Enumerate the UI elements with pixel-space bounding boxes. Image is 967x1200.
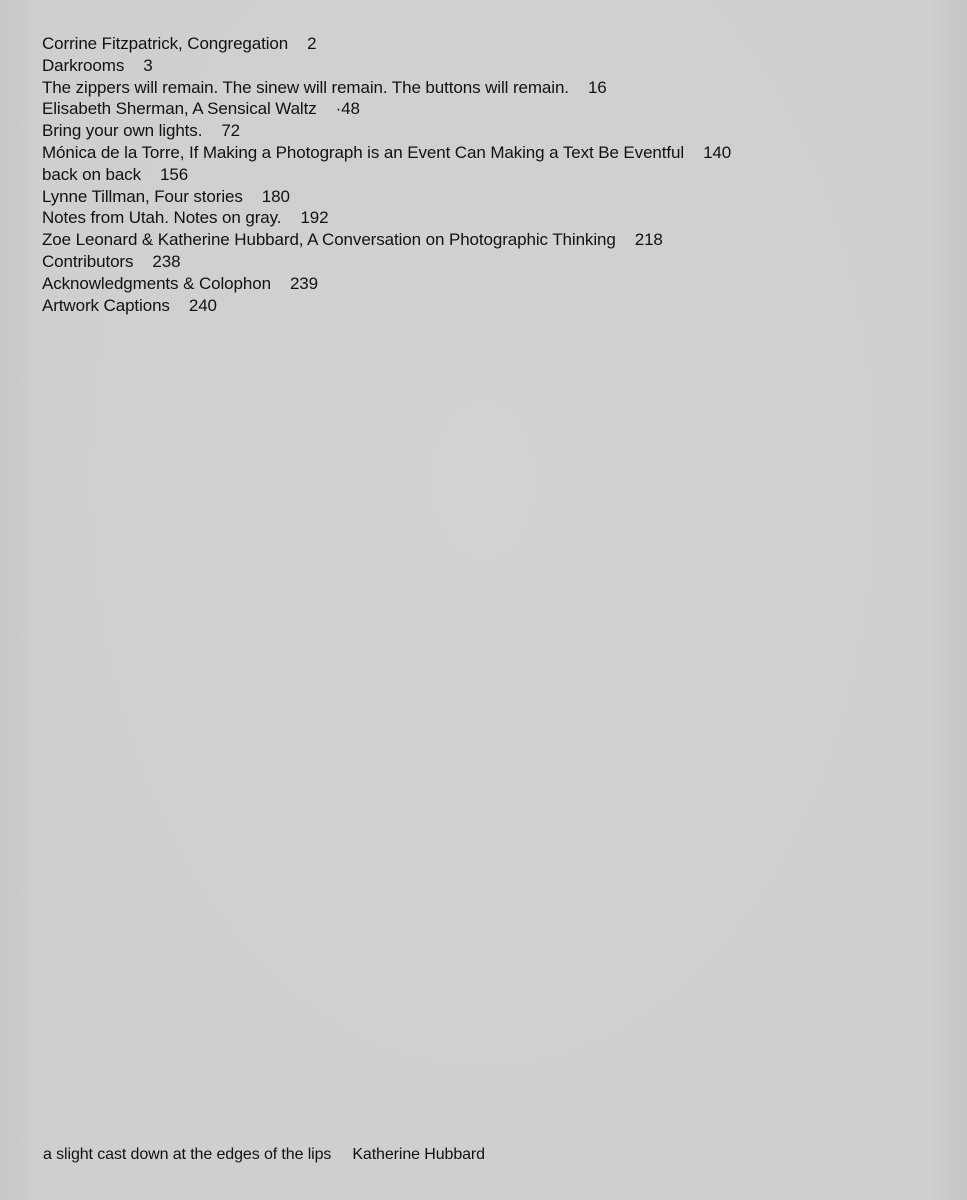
toc-entry [42, 77, 731, 99]
footer-book-title: a slight cast down at the edges of the lips [43, 1146, 332, 1163]
toc-entry-title: The zippers will remain. The sinew will remain. The buttons will remain. [42, 77, 569, 97]
toc-entry [42, 207, 731, 229]
toc-entry-title: Lynne Tillman, Four stories [42, 186, 243, 206]
toc-entry-title: Notes from Utah. Notes on gray. [42, 208, 282, 228]
toc-entry [42, 273, 731, 295]
toc-entry-page: 238 [152, 251, 181, 271]
toc-entry [42, 186, 731, 208]
toc-entry-page: 140 [703, 142, 732, 162]
toc-entry [42, 164, 731, 186]
footer-author: Katherine Hubbard [352, 1146, 485, 1163]
toc-entry-page: 218 [634, 230, 663, 250]
toc-entry-page: 192 [300, 208, 329, 228]
toc-entry-page: 2 [307, 34, 317, 53]
toc-entry-page: 180 [261, 186, 290, 206]
toc-entry-title: Corrine Fitzpatrick, Congregation [42, 34, 289, 53]
toc-entry [42, 251, 731, 273]
toc-entry-title: Elisabeth Sherman, A Sensical Waltz [42, 99, 317, 119]
toc-entry-page: 240 [188, 295, 217, 315]
toc-entry-title: Artwork Captions [42, 295, 170, 315]
toc-entry [42, 120, 731, 142]
toc-entry [42, 55, 731, 77]
toc-entry-page: 3 [143, 55, 153, 75]
toc-entry-title: Zoe Leonard & Katherine Hubbard, A Conversation on Photographic Thinking [42, 230, 616, 250]
toc-entry-title: Mónica de la Torre, If Making a Photograph is an Event Can Making a Text Be Eventful [42, 142, 685, 162]
toc-entry-page: 72 [221, 121, 241, 141]
toc-entry-page: 16 [587, 77, 607, 97]
toc-entry-title: back on back [42, 164, 141, 184]
toc-entry-title: Darkrooms [42, 55, 125, 75]
toc-entry-title: Bring your own lights. [42, 121, 203, 141]
toc-entry-page: 156 [159, 164, 189, 184]
toc-entry [42, 229, 731, 251]
toc-entry-page: 239 [289, 273, 319, 293]
toc-entry [42, 98, 731, 120]
toc-entry-page: ·48 [335, 99, 360, 119]
toc-entry [42, 295, 731, 317]
running-footer [43, 1145, 485, 1165]
toc-entry [42, 142, 731, 164]
toc-entry-title: Contributors [42, 251, 134, 271]
toc-entry-title: Acknowledgments & Colophon [42, 273, 271, 293]
table-of-contents [42, 33, 731, 316]
toc-entry [42, 33, 731, 55]
